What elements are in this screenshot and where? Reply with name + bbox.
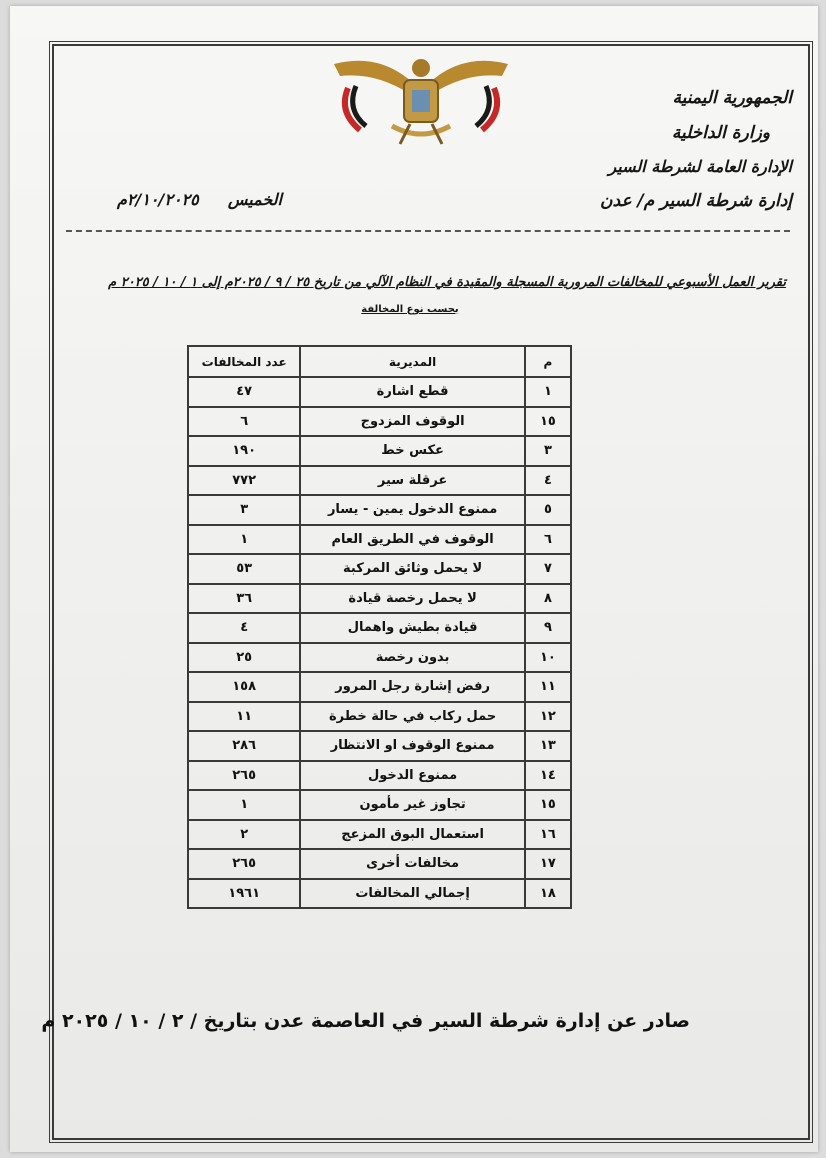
table-row	[188, 407, 571, 437]
row-number: ٨	[525, 584, 571, 614]
table-row	[188, 702, 571, 732]
row-number: ١٧	[525, 849, 571, 879]
row-number: ٩	[525, 613, 571, 643]
violations-table	[187, 345, 572, 909]
row-number: ١٣	[525, 731, 571, 761]
table-row	[188, 820, 571, 850]
row-number: ٤	[525, 466, 571, 496]
row-count: ١٩٠	[188, 436, 300, 466]
row-count: ١٩٦١	[188, 879, 300, 909]
row-number: ١٢	[525, 702, 571, 732]
row-count: ٢٦٥	[188, 761, 300, 791]
row-number: ١١	[525, 672, 571, 702]
table-header-row	[188, 346, 571, 377]
row-number: ١٤	[525, 761, 571, 791]
table-row	[188, 672, 571, 702]
row-violation: لا يحمل رخصة قيادة	[300, 584, 525, 614]
issue-date: ٢/١٠/٢٠٢٥م	[116, 190, 199, 209]
header-department: إدارة شرطة السير م/ عدن	[600, 191, 792, 211]
row-violation: ممنوع الدخول يمين - يسار	[300, 495, 525, 525]
header-divider	[66, 230, 790, 232]
row-count: ١٥٨	[188, 672, 300, 702]
row-number: ٥	[525, 495, 571, 525]
table-row	[188, 761, 571, 791]
row-count: ٣٦	[188, 584, 300, 614]
issued-by-footer: صادر عن إدارة شرطة السير في العاصمة عدن بتاريخ / ٢ / ١٠ / ٢٠٢٥ م	[41, 1010, 690, 1032]
table-row	[188, 790, 571, 820]
issue-day: الخميس	[227, 190, 282, 209]
table-row	[188, 643, 571, 673]
row-violation: ممنوع الدخول	[300, 761, 525, 791]
row-violation: بدون رخصة	[300, 643, 525, 673]
row-violation: عرقلة سير	[300, 466, 525, 496]
row-violation: إجمالي المخالفات	[300, 879, 525, 909]
row-violation: عكس خط	[300, 436, 525, 466]
header-directorate: الإدارة العامة لشرطة السير	[608, 157, 792, 176]
header-count: عدد المخالفات	[188, 346, 300, 377]
row-violation: قيادة بطيش واهمال	[300, 613, 525, 643]
row-number: ١٠	[525, 643, 571, 673]
table-row	[188, 731, 571, 761]
row-number: ٦	[525, 525, 571, 555]
row-violation: استعمال البوق المزعج	[300, 820, 525, 850]
row-count: ٢٥	[188, 643, 300, 673]
table-row	[188, 377, 571, 407]
row-violation: رفض إشارة رجل المرور	[300, 672, 525, 702]
row-number: ٧	[525, 554, 571, 584]
header-category: المديرية	[300, 346, 525, 377]
row-violation: حمل ركاب في حالة خطرة	[300, 702, 525, 732]
table-row	[188, 613, 571, 643]
table-row	[188, 466, 571, 496]
row-violation: الوقوف المزدوج	[300, 407, 525, 437]
yemen-emblem-icon	[330, 50, 512, 150]
row-number: ١٦	[525, 820, 571, 850]
table-row	[188, 495, 571, 525]
row-number: ١٥	[525, 407, 571, 437]
row-count: ٣	[188, 495, 300, 525]
report-subtitle: بحسب نوع المخالفة	[361, 304, 459, 315]
row-count: ٤	[188, 613, 300, 643]
row-number: ٣	[525, 436, 571, 466]
row-count: ٤٧	[188, 377, 300, 407]
issue-date-line	[112, 190, 282, 209]
row-violation: لا يحمل وثائق المركبة	[300, 554, 525, 584]
row-violation: مخالفات أخرى	[300, 849, 525, 879]
table-row-total	[188, 879, 571, 909]
row-count: ٢	[188, 820, 300, 850]
table-row	[188, 525, 571, 555]
row-number: ١٨	[525, 879, 571, 909]
row-count: ٢٦٥	[188, 849, 300, 879]
table-row	[188, 554, 571, 584]
row-count: ٢٨٦	[188, 731, 300, 761]
table-row	[188, 584, 571, 614]
row-count: ٧٧٢	[188, 466, 300, 496]
row-number: ١٥	[525, 790, 571, 820]
header-ministry: وزارة الداخلية	[671, 123, 770, 143]
row-count: ١	[188, 790, 300, 820]
row-violation: ممنوع الوقوف او الانتظار	[300, 731, 525, 761]
row-violation: الوقوف في الطريق العام	[300, 525, 525, 555]
row-number: ١	[525, 377, 571, 407]
row-count: ١	[188, 525, 300, 555]
row-count: ١١	[188, 702, 300, 732]
table-row	[188, 849, 571, 879]
row-count: ٦	[188, 407, 300, 437]
row-violation: قطع اشارة	[300, 377, 525, 407]
table-row	[188, 436, 571, 466]
row-violation: تجاوز غير مأمون	[300, 790, 525, 820]
header-country: الجمهورية اليمنية	[672, 88, 792, 108]
row-count: ٥٣	[188, 554, 300, 584]
report-title: تقرير العمل الأسبوعي للمخالفات المرورية المسجلة والمقيدة في النظام الآلي من تاريخ ٢٥ / ٩ / ٢٠٢٥م إلى ١ / ١٠ / ٢٠٢٥ م	[108, 275, 786, 290]
header-number: م	[525, 346, 571, 377]
